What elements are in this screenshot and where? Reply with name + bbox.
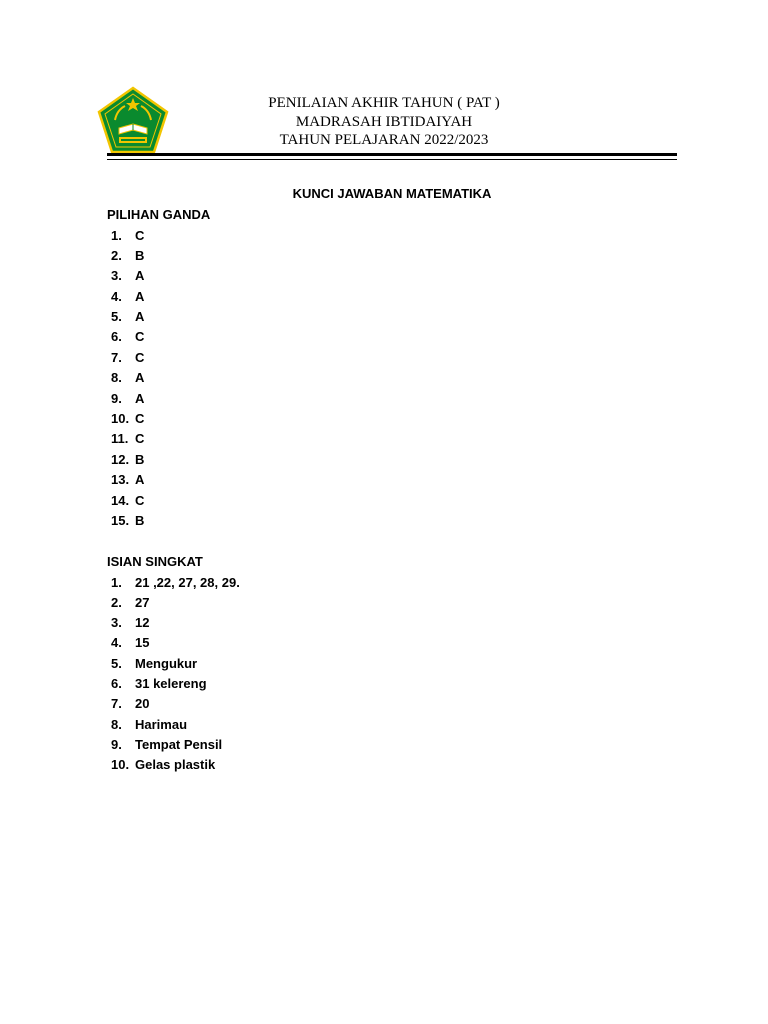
list-item (111, 450, 144, 470)
header-divider-thick (107, 153, 677, 156)
section-heading-multiple-choice: PILIHAN GANDA (107, 207, 211, 222)
item-number: 3. (111, 268, 122, 284)
item-answer: A (135, 472, 145, 488)
section-heading-short-answer: ISIAN SINGKAT (107, 554, 203, 569)
item-number: 3. (111, 615, 122, 631)
item-answer: C (135, 411, 145, 427)
item-answer: Gelas plastik (135, 757, 216, 773)
item-answer: A (135, 268, 145, 284)
item-number: 4. (111, 288, 122, 304)
item-number: 5. (111, 309, 122, 325)
item-answer: Mengukur (135, 655, 198, 671)
multiple-choice-list (111, 226, 144, 532)
list-item (111, 491, 144, 511)
list-item (111, 226, 144, 246)
list-item (111, 674, 240, 694)
short-answer-list (111, 573, 240, 776)
list-item (111, 429, 144, 449)
list-item (111, 654, 240, 674)
list-item (111, 389, 144, 409)
item-number: 14. (111, 492, 130, 508)
item-number: 6. (111, 675, 122, 691)
list-item (111, 511, 144, 531)
item-number: 9. (111, 736, 122, 752)
item-answer: A (135, 390, 145, 406)
item-answer: C (135, 227, 145, 243)
list-item (111, 287, 144, 307)
list-item (111, 735, 240, 755)
item-answer: 31 kelereng (135, 675, 207, 691)
item-number: 7. (111, 696, 122, 712)
header-divider-thin (107, 159, 677, 160)
item-answer: C (135, 329, 145, 345)
list-item (111, 368, 144, 388)
header-line-1: PENILAIAN AKHIR TAHUN ( PAT ) (268, 95, 500, 111)
header-line-3: TAHUN PELAJARAN 2022/2023 (279, 132, 489, 148)
item-number: 9. (111, 390, 122, 406)
item-number: 10. (111, 411, 130, 427)
item-answer: B (135, 451, 145, 467)
list-item (111, 470, 144, 490)
item-answer: C (135, 349, 145, 365)
item-answer: C (135, 492, 145, 508)
item-number: 4. (111, 635, 122, 651)
item-number: 6. (111, 329, 122, 345)
list-item (111, 348, 144, 368)
item-number: 2. (111, 247, 122, 263)
item-number: 1. (111, 574, 122, 590)
item-answer: 12 (135, 615, 150, 631)
item-number: 15. (111, 512, 130, 528)
item-number: 5. (111, 655, 122, 671)
item-answer: A (135, 288, 145, 304)
item-answer: B (135, 512, 145, 528)
list-item (111, 613, 240, 633)
item-answer: C (135, 431, 145, 447)
item-number: 1. (111, 227, 122, 243)
item-answer: Harimau (135, 716, 188, 732)
item-number: 7. (111, 349, 122, 365)
list-item (111, 593, 240, 613)
item-answer: B (135, 247, 145, 263)
item-answer: Tempat Pensil (135, 736, 223, 752)
item-answer: 27 (135, 594, 150, 610)
list-item (111, 755, 240, 775)
list-item (111, 266, 144, 286)
list-item (111, 633, 240, 653)
item-number: 8. (111, 716, 122, 732)
item-number: 11. (111, 431, 129, 447)
item-number: 12. (111, 451, 130, 467)
list-item (111, 573, 240, 593)
item-number: 2. (111, 594, 122, 610)
document-title: KUNCI JAWABAN MATEMATIKA (292, 186, 492, 201)
list-item (111, 307, 144, 327)
list-item (111, 715, 240, 735)
item-number: 10. (111, 757, 130, 773)
item-number: 8. (111, 370, 122, 386)
list-item (111, 409, 144, 429)
header-line-2: MADRASAH IBTIDAIYAH (295, 114, 473, 130)
list-item (111, 246, 144, 266)
item-answer: 20 (135, 696, 150, 712)
list-item (111, 327, 144, 347)
item-answer: 21 ,22, 27, 28, 29. (135, 574, 240, 590)
item-answer: A (135, 370, 145, 386)
list-item (111, 694, 240, 714)
item-answer: A (135, 309, 145, 325)
item-number: 13. (111, 472, 130, 488)
item-answer: 15 (135, 635, 150, 651)
